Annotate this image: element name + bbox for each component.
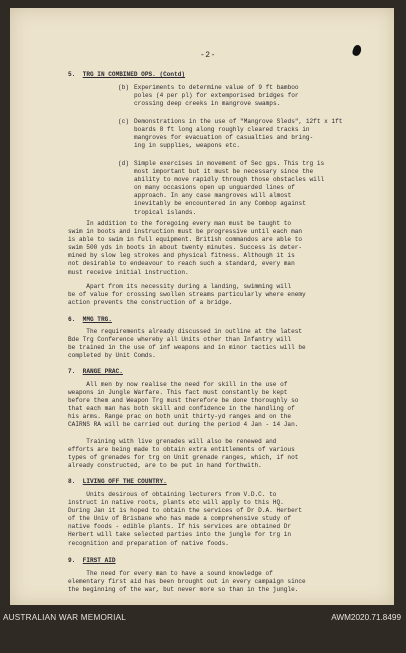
section-8-title: LIVING OFF THE COUNTRY. (82, 478, 167, 485)
section-6-heading (68, 316, 112, 324)
section-5-number: 5. (68, 71, 76, 78)
section-7-heading (68, 368, 123, 376)
section-5-title: TRG IN COMBINED OPS. (Contd) (82, 71, 186, 78)
section-9-number: 9. (68, 557, 76, 564)
section-6-title: MMG TRG. (82, 316, 112, 323)
document-page (10, 8, 394, 605)
footer-accession-id: AWM2020.71.8499 (331, 613, 401, 622)
section-7-number: 7. (68, 368, 76, 375)
footer-institution: AUSTRALIAN WAR MEMORIAL (3, 613, 127, 622)
section-5-item-c-text: Demonstrations in the use of "Mangrove Sleds", 12ft x 1ft boards 8 ft long along roughly cleared tracks in mangroves for evacuation of casualties and bring- ing in supplies, weapons etc. (134, 118, 343, 150)
section-7-para-1: All men by now realise the need for skill in the use of weapons in Jungle Warfare. This fact must constantly be kept before them and Weapon Trg must therefore be done thoroughly so that each man has both skill and confidence in the handling of his arms. Range prac on both unit thirty-yd ranges and on the CAIRNS RA will be carried out during the period 4 Jan - 14 Jan. (68, 381, 299, 429)
section-6-number: 6. (68, 316, 76, 323)
section-5-item-d-label: (d) (118, 160, 129, 167)
section-9-para-1: The need for every man to have a sound knowledge of elementary first aid has been brought out in every campaign since the beginning of the war, but never more so than in the jungle. (68, 570, 306, 594)
punch-hole-mark (351, 44, 362, 57)
section-5-item-b-label: (b) (118, 84, 129, 91)
section-5-item-c-label: (c) (118, 118, 129, 125)
page-number: -2- (200, 51, 216, 60)
section-8-number: 8. (68, 478, 76, 485)
section-8-heading (68, 478, 167, 486)
section-7-para-2: Training with live grenades will also be renewed and efforts are being made to obtain extra entitlements of various types of grenades for trg on Unit grenade ranges, which, if not already constructed, are to be put in hand forthwith. (68, 438, 299, 470)
section-6-para-1: The requirements already discussed in outline at the latest Bde Trg Conference whereby all Units other than Infantry will be trained in the use of inf weapons and in minor tactics will be completed by Unit Comds. (68, 328, 306, 360)
section-5-para-2: Apart from its necessity during a landing, swimming will be of value for crossing swollen streams particularly where enemy action prevents the construction of a bridge. (68, 283, 306, 307)
section-9-title: FIRST AID (82, 557, 116, 564)
section-8-para-1: Units desirous of obtaining lecturers from V.D.C. to instruct in native roots, plants etc will apply to this HQ. During Jan it is hoped to obtain the services of Dr D.A. Herbert of the Univ of Brisbane who has made a comprehensive study of native foods - edible plants. If his services are obtained Dr Herbert will take selected parties into the jungle for trg in recognition and preparation of native foods. (68, 491, 303, 547)
section-5-item-b-text: Experiments to determine value of 9 ft bamboo poles (4 per pl) for extemporised bridges for crossing deep creeks in mangrove swamps. (134, 84, 299, 108)
section-7-title: RANGE PRAC. (82, 368, 123, 375)
section-9-heading (68, 557, 116, 565)
section-5-heading (68, 71, 185, 79)
archive-footer (0, 605, 406, 653)
section-5-item-d-text: Simple exercises in movement of Sec gps. This trg is most important but it must be necessary since the ability to move rapidly through those obstacles will on many occasions open up unguarded lines of approach. In any case mangroves will almost inevitably be encountered in any Combop against tropical islands. (134, 160, 325, 216)
section-5-para-1: In addition to the foregoing every man must be taught to swim in boots and instruction must be progressive until each man is able to swim in full equipment. British commandos are able to swim 500 yds in boots in about twenty minutes. Success is deter- mined by slow leg strokes and physical fitness. Although it is not desirable to endeavour to reach such a standard, every man must receive initial instruction. (68, 220, 303, 276)
